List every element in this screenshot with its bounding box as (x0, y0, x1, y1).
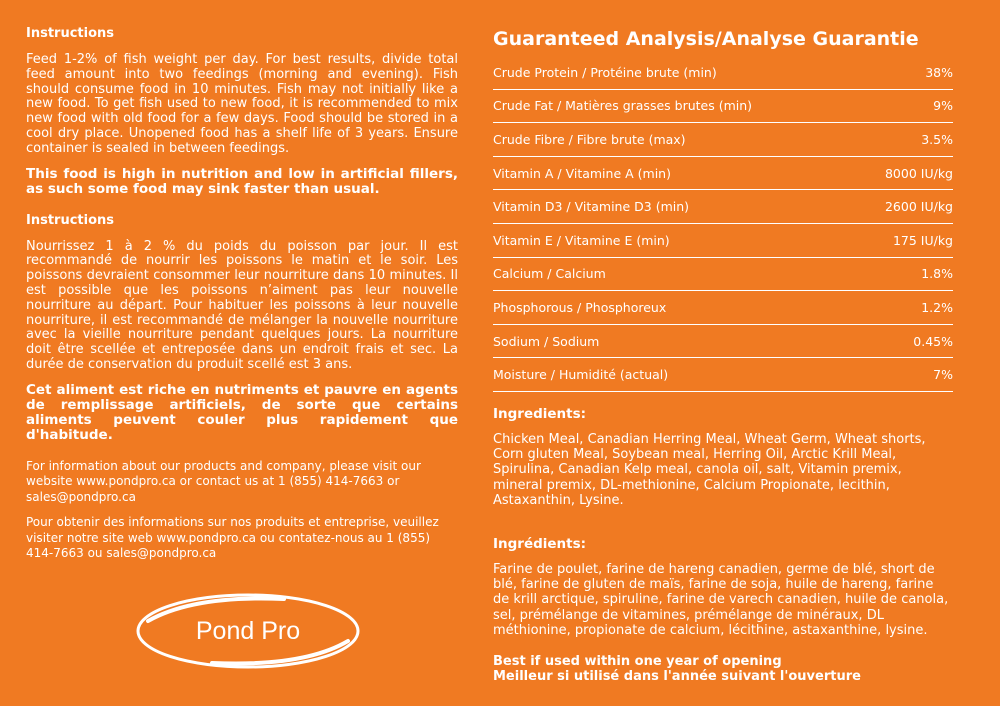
analysis-value: 38% (857, 56, 953, 89)
note-fr: Cet aliment est riche en nutriments et pauvre en agents de remplissage artificiels, de sorte que certains aliments peuvent couler plus rapidement que d'habitude. (26, 381, 458, 443)
instructions-en-heading: Instructions (26, 26, 115, 41)
analysis-label: Vitamin D3 / Vitamine D3 (min) (493, 190, 857, 224)
analysis-row (493, 123, 953, 157)
instructions-en-text: Feed 1-2% of fish weight per day. For best results, divide total feed amount into two feedings (morning and evening). Fish should consume food in 10 minutes. Fish may not initially like a new food. To get fish used to new food, it is recommended to mix new food with old food for a few days. Food should be stored in a cool dry place. Unopened food has a shelf life of 3 years. Ensure container is sealed in between feedings. (26, 52, 458, 156)
instructions-fr-text: Nourrissez 1 à 2 % du poids du poisson par jour. Il est recommandé de nourrir les poissons le matin et le soir. Les poissons devraient consommer leur nourriture dans 10 minutes. Il est possible que les poissons n’aiment pas leur nouvelle nourriture au départ. Pour habituer les poissons à leur nouvelle nourriture, il est recommandé de mélanger la nouvelle nourriture avec la vieille nourriture pendant quelques jours. La nourriture doit être scellée et entreposée dans un endroit frais et sec. La durée de conservation du produit scellé est 3 ans. (26, 238, 458, 372)
pond-pro-logo (134, 591, 362, 671)
contact-info-en: For information about our products and company, please visit our website www.pondpro.ca or contact us at 1 (855) 414-7663 or sales@pondpro.ca (26, 458, 421, 504)
analysis-column (493, 28, 953, 684)
instructions-fr-heading: Instructions (26, 212, 115, 228)
analysis-label: Sodium / Sodium (493, 324, 857, 358)
ingredients-fr-heading: Ingrédients: (493, 535, 587, 552)
analysis-row (493, 56, 953, 89)
analysis-value: 7% (857, 358, 953, 392)
analysis-label: Vitamin A / Vitamine A (min) (493, 156, 857, 190)
instructions-column (26, 26, 458, 572)
analysis-value: 0.45% (857, 324, 953, 358)
analysis-row (493, 190, 953, 224)
analysis-label: Crude Protein / Protéine brute (min) (493, 56, 857, 89)
analysis-value: 9% (857, 89, 953, 123)
analysis-value: 3.5% (857, 123, 953, 157)
analysis-row (493, 89, 953, 123)
guaranteed-analysis-title: Guaranteed Analysis/Analyse Guarantie (493, 28, 919, 50)
best-before-fr: Meilleur si utilisé dans l'année suivant l'ouverture (493, 668, 861, 684)
ingredients-en-text: Chicken Meal, Canadian Herring Meal, Wheat Germ, Wheat shorts, Corn gluten Meal, Soybean meal, Herring Oil, Arctic Krill Meal, Spirulina, Canadian Kelp meal, canola oil, salt, Vitamin premix, mineral premix, DL-methionine, Calcium Propionate, lecithin, Astaxanthin, Lysine. (493, 431, 926, 508)
analysis-value: 2600 IU/kg (857, 190, 953, 224)
note-en: This food is high in nutrition and low in artificial fillers, as such some food may sink faster than usual. (26, 165, 458, 197)
best-before-en: Best if used within one year of opening (493, 653, 782, 669)
analysis-label: Calcium / Calcium (493, 257, 857, 291)
analysis-row (493, 257, 953, 291)
analysis-value: 1.2% (857, 291, 953, 325)
contact-info-fr: Pour obtenir des informations sur nos produits et entreprise, veuillez visiter notre site web www.pondpro.ca ou contatez-nous au 1 (855) 414-7663 ou sales@pondpro.ca (26, 515, 439, 561)
analysis-row (493, 156, 953, 190)
analysis-row (493, 291, 953, 325)
analysis-value: 8000 IU/kg (857, 156, 953, 190)
analysis-label: Crude Fat / Matières grasses brutes (min) (493, 89, 857, 123)
analysis-label: Phosphorous / Phosphoreux (493, 291, 857, 325)
analysis-row (493, 223, 953, 257)
analysis-label: Crude Fibre / Fibre brute (max) (493, 123, 857, 157)
analysis-row (493, 324, 953, 358)
analysis-label: Moisture / Humidité (actual) (493, 358, 857, 392)
logo-text: Pond Pro (195, 617, 301, 645)
analysis-value: 175 IU/kg (857, 223, 953, 257)
guaranteed-analysis-table (493, 56, 953, 392)
analysis-row (493, 358, 953, 392)
analysis-value: 1.8% (857, 257, 953, 291)
ingredients-fr-text: Farine de poulet, farine de hareng canadien, germe de blé, short de blé, farine de gluten de maïs, farine de soja, huile de hareng, farine de krill arctique, spiruline, farine de varech canadien, huile de canola, sel, prémélange de vitamines, prémélange de minéraux, DL méthionine, propionate de calcium, lécithine, astaxanthine, lysine. (493, 561, 949, 638)
analysis-label: Vitamin E / Vitamine E (min) (493, 223, 857, 257)
ingredients-en-heading: Ingredients: (493, 405, 587, 422)
